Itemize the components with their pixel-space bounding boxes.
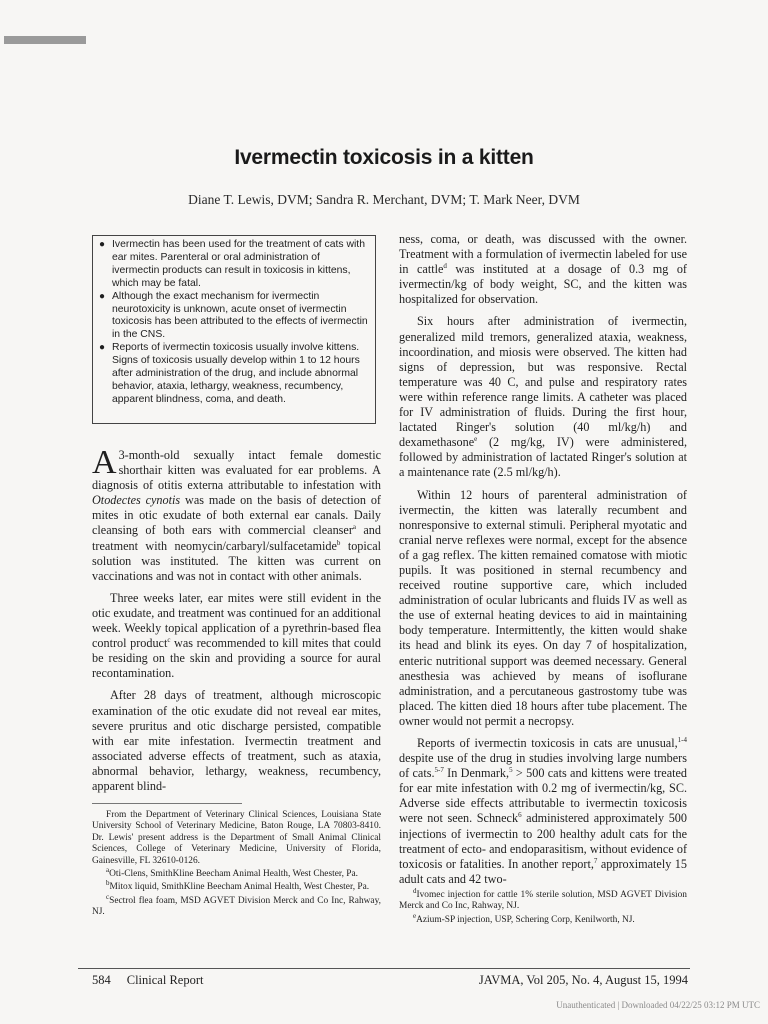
summary-item: ● Ivermectin has been used for the treatment of cats with ear mites. Parenteral or oral administration of ivermectin products can result in toxicosis in kittens, which may be fatal. — [99, 239, 365, 289]
left-column — [92, 444, 381, 801]
article-title: Ivermectin toxicosis in a kitten — [234, 146, 534, 169]
body-paragraph: A 3-month-old sexually intact female domestic shorthair kitten was evaluated for ear problems. A diagnosis of otitis externa attributable to infestation with Otodectes cynotis was made on the basis of detection of mites in otic exudate of both external ear canals. Daily cleansing of both ears with commercial cleanser$^a$ and treatment with neomycin/carbaryl/sulfacetamide$^b$ topical solution was instituted. The kitten was current on vaccinations and was not in contact with other animals. — [92, 444, 381, 583]
footnote: $^a$Oti-Clens, SmithKline Beecham Animal Health, West Chester, Pa. — [106, 865, 359, 880]
page-number: 584 — [92, 973, 111, 987]
journal-citation: JAVMA, Vol 205, No. 4, August 15, 1994 — [478, 973, 688, 987]
footer-divider — [78, 968, 690, 969]
bullet-icon: ● — [99, 239, 106, 250]
article-authors: Diane T. Lewis, DVM; Sandra R. Merchant, DVM; T. Mark Neer, DVM — [188, 192, 580, 207]
bullet-icon: ● — [99, 342, 106, 354]
download-stamp: Unauthenticated | Downloaded 04/22/25 03:12 PM UTC — [556, 1000, 760, 1010]
body-paragraph: After 28 days of treatment, although microscopic examination of the otic exudate did not reveal ear mites, severe pruritus and otic discharge persisted, compatible with ear mite infestation. Ivermectin treatment and associated adverse effects of treatment, such as ataxia, abnormal behavior, lethargy, weakness, recumbency, apparent blind- — [92, 688, 381, 793]
footnote-divider — [92, 803, 242, 804]
footnote: $^c$Sectrol flea foam, MSD AGVET Division Merck and Co Inc, Rahway, NJ. — [92, 892, 381, 918]
summary-item: ● Although the exact mechanism for ivermectin neurotoxicity is unknown, acute onset of ivermectin toxicosis has been attributed to the effects of ivermectin in the CNS. — [99, 290, 368, 341]
body-paragraph: ness, coma, or death, was discussed with the owner. Treatment with a formulation of ivermectin labeled for use in cattle$^d$ was instituted at a dosage of 0.3 mg of ivermectin/kg of body weight, SC, and the kitten was hospitalized for observation. — [399, 232, 687, 307]
body-paragraph: Three weeks later, ear mites were still evident in the otic exudate, and treatment was continued for an additional week. Weekly topical application of a pyrethrin-based flea control product$^c$ was recommended to kill mites that could be residing on the skin and providing a source for aural recontamination. — [92, 590, 381, 681]
footnote: $^d$Ivomec injection for cattle 1% sterile solution, MSD AGVET Division Merck and Co Inc, Rahway, NJ. — [399, 886, 687, 912]
right-column — [399, 232, 687, 894]
footnotes-right — [399, 886, 687, 928]
footnote: $^b$Mitox liquid, SmithKline Beecham Animal Health, West Chester, Pa. — [106, 879, 370, 893]
footnote: $^e$Azium-SP injection, USP, Schering Corp, Kenilworth, NJ. — [413, 911, 635, 925]
footer-left — [92, 973, 203, 988]
header-bar — [4, 36, 86, 44]
bullet-icon: ● — [99, 290, 106, 302]
summary-box — [92, 235, 376, 424]
section-label: Clinical Report — [126, 973, 204, 987]
body-paragraph: Within 12 hours of parenteral administration of ivermectin, the kitten was laterally recumbent and nonresponsive to external stimuli. Peripheral myotatic and cranial nerve reflexes were normal, except for the absence of a gag reflex. The kitten remained comatose with miotic pupils. It was positioned in sternal recumbency and received routine supportive care, which included administration of ocular lubricants and fluids IV as well as the use of external heating devices to aid in maintaining body temperature. Intermittently, the kitten would shake its head and blink its eyes. On day 7 of hospitalization, enteric nutritional support was deemed necessary. General anesthesia was achieved by means of isoflurane administration, and a percutaneous gastrostomy tube was placed. The kitten died 18 hours after tube placement. The owner would not permit a necropsy. — [399, 487, 687, 728]
footnotes-left — [92, 810, 381, 921]
body-paragraph: Six hours after administration of ivermectin, generalized mild tremors, generalized ataxia, weakness, incoordination, and miosis were observed. The kitten had signs of depression, but was responsive. Rectal temperature was 40 C, and pulse and respiratory rates were within reference range limits. A catheter was placed for IV administration of fluids. During the first hour, lactated Ringer's solution (40 ml/kg/h) and dexamethasone$^e$ (2 mg/kg, IV) were administered, followed by administration of lactated Ringer's solution at a maintenance rate (2.5 ml/kg/h). — [399, 314, 687, 480]
drop-cap: A — [92, 444, 117, 481]
summary-item: ● Reports of ivermectin toxicosis usually involve kittens. Signs of toxicosis usually develop within 1 to 12 hours after administration of the drug, and include abnormal behavior, ataxia, lethargy, weakness, recumbency, apparent blindness, coma, and death. — [99, 342, 360, 405]
footnote: From the Department of Veterinary Clinical Sciences, Louisiana State University School of Veterinary Medicine, Baton Rouge, LA 70803-8410. Dr. Lewis' present address is the Department of Small Animal Clinical Sciences, College of Veterinary Medicine, University of Florida, Gainesville, FL 32610-0126. — [92, 810, 381, 866]
body-paragraph: Reports of ivermectin toxicosis in cats are unusual,$^{1-4}$ despite use of the drug in studies involving large numbers of cats.$^{5-7}$ In Denmark,$^5$ > 500 cats and kittens were treated for ear mite infestation with 0.2 mg of ivermectin/kg, SC. Adverse side effects attributable to ivermectin toxicosis were not seen. Schneck$^6$ administered approximately 500 injections of ivermectin to 200 healthy adult cats for the treatment of ecto- and endoparasitism, without evidence of toxicosis or fatalities. In another report,$^7$ approximately 15 adult cats and 42 two- — [399, 735, 688, 886]
